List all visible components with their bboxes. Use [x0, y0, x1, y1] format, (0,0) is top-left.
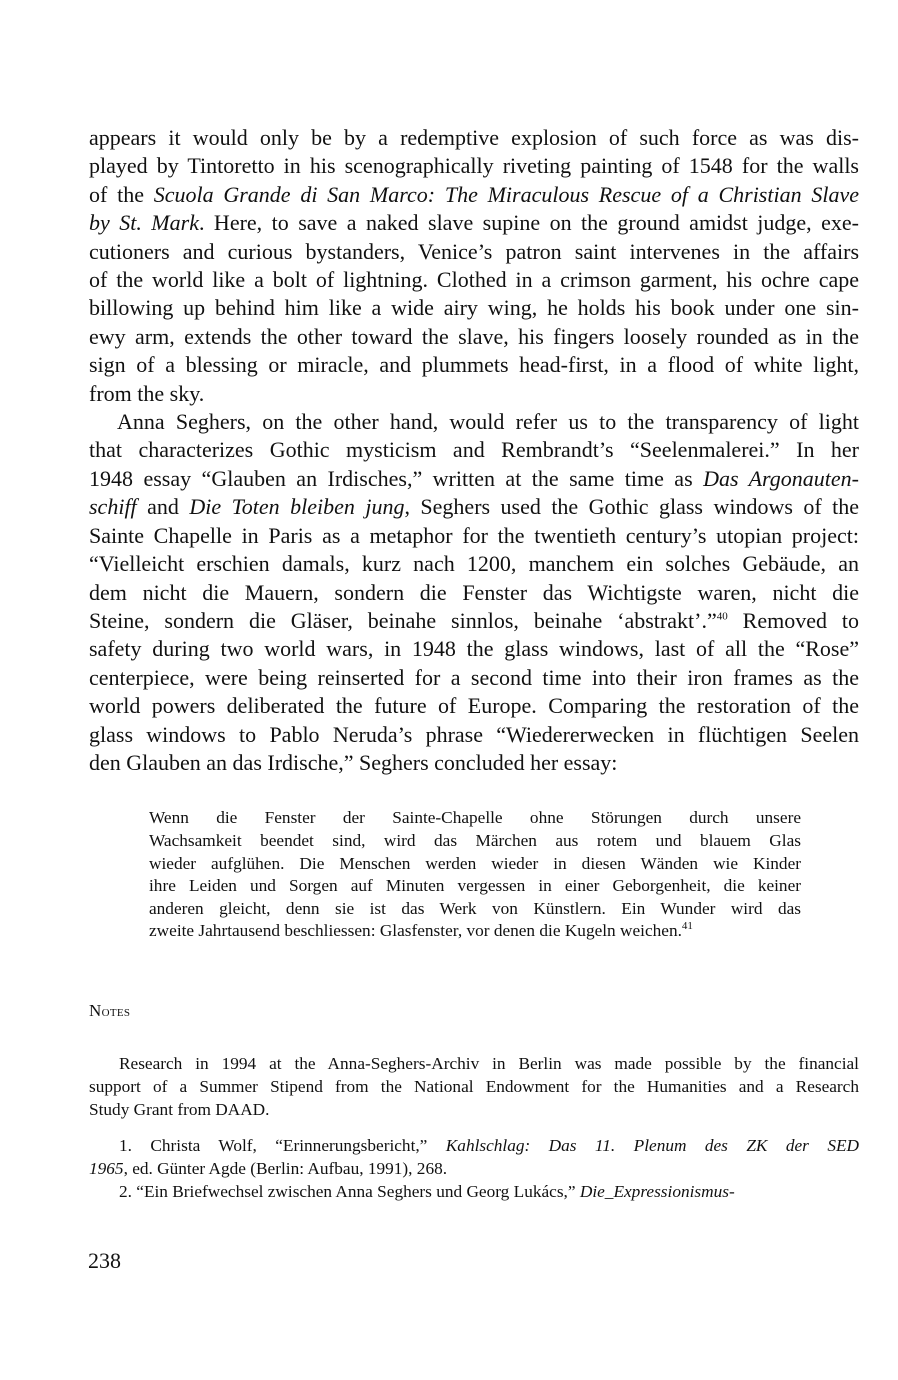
note-line: 2. “Ein Briefwechsel zwischen Anna Seghers und Georg Lukács,” Die_Expressionismus-	[119, 1181, 735, 1201]
text-line: Anna Seghers, on the other hand, would refer us to the transparency of light	[117, 409, 859, 435]
text-line: Steine, sondern die Gläser, beinahe sinnlos, beinahe ‘abstrakt’.”$^{40}$ Removed to	[89, 607, 859, 633]
block-quote	[149, 807, 801, 943]
text-line: by St. Mark. Here, to save a naked slave supine on the ground amidst judge, exe-	[89, 210, 860, 236]
note-line: 1965, ed. Günter Agde (Berlin: Aufbau, 1991), 268.	[89, 1159, 448, 1179]
text-line: safety during two world wars, in 1948 the glass windows, last of all the “Rose”	[89, 636, 859, 662]
notes-intro	[89, 1053, 859, 1121]
quote-line: Wachsamkeit beendet sind, wird das Märchen aus rotem und blauem Glas	[149, 830, 801, 850]
quote-line: zweite Jahrtausend beschliessen: Glasfenster, vor denen die Kugeln weichen.$^{41}$	[149, 920, 693, 941]
text-line: centerpiece, were being reinserted for a second time into their iron frames as the	[89, 664, 859, 690]
text-line: sign of a blessing or miracle, and plummets head-first, in a flood of white light,	[89, 352, 859, 378]
text-line: 1948 essay “Glauben an Irdisches,” written at the same time as Das Argonauten-	[89, 465, 859, 491]
note-line: Study Grant from DAAD.	[89, 1099, 270, 1119]
text-line: of the Scuola Grande di San Marco: The Miraculous Rescue of a Christian Slave	[89, 181, 859, 207]
text-line: played by Tintoretto in his scenographically riveting painting of 1548 for the walls	[89, 153, 859, 179]
footnote-2	[89, 1181, 859, 1204]
text-line: “Vielleicht erschien damals, kurz nach 1200, manchem ein solches Gebäude, an	[89, 551, 859, 577]
text-line: cutioners and curious bystanders, Venice’s patron saint intervenes in the affairs	[89, 238, 859, 264]
text-line: that characterizes Gothic mysticism and Rembrandt’s “Seelenmalerei.” In her	[89, 437, 859, 463]
text-line: schiff and Die Toten bleiben jung, Seghers used the Gothic glass windows of the	[89, 494, 860, 520]
quote-line: Wenn die Fenster der Sainte-Chapelle ohne Störungen durch unsere	[149, 808, 801, 828]
paragraph-2	[89, 408, 859, 777]
text-line: from the sky.	[89, 380, 205, 406]
page-number: 238	[88, 1248, 121, 1273]
text-line: dem nicht die Mauern, sondern die Fenster das Wichtigste waren, nicht die	[89, 579, 859, 605]
text-line: billowing up behind him like a wide airy wing, he holds his book under one sin-	[89, 295, 859, 321]
text-line: ewy arm, extends the other toward the slave, his fingers loosely rounded as in the	[89, 323, 859, 349]
note-line: support of a Summer Stipend from the National Endowment for the Humanities and a Research	[89, 1076, 859, 1096]
paragraph-1	[89, 124, 859, 408]
quote-line: anderen gleicht, denn sie ist das Werk von Künstlern. Ein Wunder wird das	[149, 898, 801, 918]
footnote-ref-41[interactable]: 41	[681, 920, 693, 933]
quote-line: wieder aufglühen. Die Menschen werden wieder in diesen Wänden wie Kinder	[149, 853, 801, 873]
page-content	[89, 124, 859, 1204]
quote-line: ihre Leiden und Sorgen auf Minuten vergessen in einer Geborgenheit, die keiner	[149, 876, 801, 896]
text-line: appears it would only be by a redemptive explosion of such force as was dis-	[89, 125, 859, 150]
notes-heading: Notes	[89, 1000, 131, 1020]
artwork-title: Scuola Grande di San Marco: The Miraculous Rescue of a Christian Slave	[153, 181, 859, 207]
text-line: of the world like a bolt of lightning. Clothed in a crimson garment, his ochre cape	[89, 267, 859, 293]
footnote-ref-40[interactable]: 40	[716, 610, 728, 623]
text-line: glass windows to Pablo Neruda’s phrase “Wiedererwecken in flüchtigen Seelen	[89, 721, 859, 747]
text-line: Sainte Chapelle in Paris as a metaphor for the twentieth century’s utopian project:	[89, 522, 859, 548]
text-line: den Glauben an das Irdische,” Seghers concluded her essay:	[89, 749, 618, 775]
text-line: world powers deliberated the future of Europe. Comparing the restoration of the	[89, 693, 859, 719]
note-line: Research in 1994 at the Anna-Seghers-Archiv in Berlin was made possible by the financial	[119, 1053, 859, 1073]
footnote-1	[89, 1135, 859, 1181]
note-line: 1. Christa Wolf, “Erinnerungsbericht,” Kahlschlag: Das 11. Plenum des ZK der SED	[119, 1136, 859, 1156]
